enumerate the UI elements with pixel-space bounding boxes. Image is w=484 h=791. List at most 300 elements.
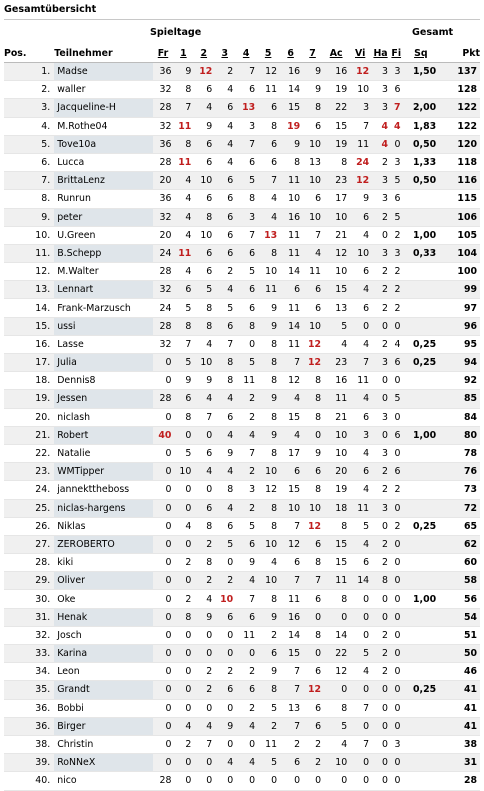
participant-name[interactable]: RoNNeX (54, 754, 152, 772)
participant-name[interactable]: Josch (54, 626, 152, 644)
score-cell: 7 (390, 99, 403, 117)
score-cell: 3 (235, 481, 257, 499)
sq-cell (403, 372, 440, 390)
position-cell: 27. (4, 535, 54, 553)
sq-cell (403, 772, 440, 790)
participant-name[interactable]: kiki (54, 554, 152, 572)
score-cell: 6 (214, 208, 235, 226)
score-cell: 8 (257, 372, 279, 390)
table-row (4, 263, 480, 281)
score-cell: 4 (349, 535, 371, 553)
score-cell: 11 (279, 244, 302, 262)
score-cell: 6 (235, 153, 257, 171)
score-cell: 12 (302, 517, 323, 535)
score-cell: 0 (390, 663, 403, 681)
table-row (4, 663, 480, 681)
score-cell: 8 (257, 517, 279, 535)
score-cell: 5 (257, 754, 279, 772)
participant-name[interactable]: Runrun (54, 190, 152, 208)
score-cell: 6 (390, 81, 403, 99)
score-cell: 7 (349, 735, 371, 753)
participant-name[interactable]: WMTipper (54, 463, 152, 481)
score-cell: 0 (153, 444, 174, 462)
sq-cell (403, 754, 440, 772)
score-cell: 6 (302, 190, 323, 208)
score-cell: 2 (371, 299, 390, 317)
score-cell: 3 (349, 99, 371, 117)
score-cell: 8 (257, 408, 279, 426)
score-cell: 8 (173, 408, 193, 426)
score-cell: 6 (390, 354, 403, 372)
score-cell: 7 (173, 99, 193, 117)
participant-name[interactable]: Christin (54, 735, 152, 753)
total-points-cell: 41 (439, 681, 480, 699)
score-cell: 5 (349, 517, 371, 535)
score-cell: 4 (349, 335, 371, 353)
total-points-cell: 62 (439, 535, 480, 553)
score-cell: 0 (173, 572, 193, 590)
score-cell: 3 (371, 99, 390, 117)
score-cell: 0 (371, 699, 390, 717)
score-cell: 7 (235, 226, 257, 244)
column-header-2[interactable]: 2 (193, 44, 214, 63)
score-cell: 4 (193, 335, 214, 353)
participant-name[interactable]: Leon (54, 663, 152, 681)
score-cell: 19 (323, 481, 349, 499)
column-header-sq[interactable]: Sq (403, 44, 440, 63)
total-points-cell: 122 (439, 99, 480, 117)
total-points-cell: 51 (439, 626, 480, 644)
participant-name[interactable]: M.Walter (54, 263, 152, 281)
score-cell: 3 (390, 244, 403, 262)
score-cell: 10 (173, 463, 193, 481)
score-cell: 0 (390, 590, 403, 608)
score-cell: 4 (214, 463, 235, 481)
sq-cell (403, 263, 440, 281)
score-cell: 6 (302, 281, 323, 299)
score-cell: 0 (153, 717, 174, 735)
position-cell: 25. (4, 499, 54, 517)
score-cell: 0 (390, 135, 403, 153)
table-row (4, 626, 480, 644)
score-cell: 7 (279, 663, 302, 681)
table-row (4, 735, 480, 753)
score-cell: 10 (323, 208, 349, 226)
score-cell: 2 (235, 408, 257, 426)
score-cell: 6 (302, 463, 323, 481)
score-cell: 36 (153, 190, 174, 208)
table-row (4, 99, 480, 117)
score-cell: 3 (371, 408, 390, 426)
participant-name[interactable]: Karina (54, 645, 152, 663)
participant-name[interactable]: Lasse (54, 335, 152, 353)
sq-cell (403, 299, 440, 317)
score-cell: 6 (235, 244, 257, 262)
column-header-teilnehmer: Teilnehmer (54, 44, 152, 63)
participant-name[interactable]: Oliver (54, 572, 152, 590)
score-cell: 10 (193, 226, 214, 244)
score-cell: 6 (279, 554, 302, 572)
score-cell: 2 (371, 663, 390, 681)
position-cell: 12. (4, 263, 54, 281)
sq-cell (403, 663, 440, 681)
score-cell: 4 (193, 99, 214, 117)
score-cell: 0 (153, 481, 174, 499)
page-title: Gesamtübersicht (4, 4, 97, 15)
position-cell: 13. (4, 281, 54, 299)
score-cell: 28 (153, 390, 174, 408)
position-cell: 36. (4, 717, 54, 735)
score-cell: 0 (371, 317, 390, 335)
participant-name[interactable]: Oke (54, 590, 152, 608)
sq-cell: 1,00 (403, 226, 440, 244)
score-cell: 0 (173, 426, 193, 444)
score-cell: 2 (390, 226, 403, 244)
score-cell: 7 (235, 63, 257, 81)
score-cell: 8 (257, 335, 279, 353)
score-cell: 4 (214, 426, 235, 444)
score-cell: 6 (302, 535, 323, 553)
position-cell: 2. (4, 81, 54, 99)
position-cell: 30. (4, 590, 54, 608)
score-cell: 0 (173, 481, 193, 499)
sq-cell: 0,25 (403, 335, 440, 353)
participant-name[interactable]: jannekttheboss (54, 481, 152, 499)
score-cell: 11 (279, 172, 302, 190)
score-cell: 12 (302, 335, 323, 353)
participant-name[interactable]: Frank-Marzusch (54, 299, 152, 317)
score-cell: 8 (235, 190, 257, 208)
participant-name[interactable]: Tove10a (54, 135, 152, 153)
table-row (4, 135, 480, 153)
score-cell: 0 (349, 590, 371, 608)
participant-name[interactable]: Birger (54, 717, 152, 735)
score-cell: 9 (257, 426, 279, 444)
score-cell: 21 (323, 408, 349, 426)
score-cell: 6 (279, 754, 302, 772)
score-cell: 0 (390, 772, 403, 790)
score-cell: 2 (390, 517, 403, 535)
total-points-cell: 28 (439, 772, 480, 790)
total-points-cell: 73 (439, 481, 480, 499)
score-cell: 0 (153, 554, 174, 572)
position-cell: 40. (4, 772, 54, 790)
position-cell: 26. (4, 517, 54, 535)
participant-name[interactable]: Lucca (54, 153, 152, 171)
score-cell: 2 (371, 463, 390, 481)
score-cell: 0 (371, 372, 390, 390)
score-cell: 0 (390, 317, 403, 335)
sq-cell (403, 535, 440, 553)
participant-name[interactable]: Niklas (54, 517, 152, 535)
score-cell: 2 (371, 335, 390, 353)
score-cell: 6 (257, 645, 279, 663)
score-cell: 8 (193, 299, 214, 317)
participant-name[interactable]: U.Green (54, 226, 152, 244)
sq-cell (403, 317, 440, 335)
participant-name[interactable]: Natalie (54, 444, 152, 462)
score-cell: 0 (371, 772, 390, 790)
score-cell: 4 (173, 208, 193, 226)
participant-name[interactable]: Dennis8 (54, 372, 152, 390)
total-points-cell: 120 (439, 135, 480, 153)
score-cell: 6 (279, 463, 302, 481)
participant-name[interactable]: Robert (54, 426, 152, 444)
standings-table (4, 44, 480, 791)
column-header-vi[interactable]: Vi (349, 44, 371, 63)
score-cell: 7 (302, 572, 323, 590)
score-cell: 0 (302, 645, 323, 663)
total-points-cell: 94 (439, 354, 480, 372)
position-cell: 17. (4, 354, 54, 372)
score-cell: 15 (279, 408, 302, 426)
participant-name[interactable]: Grandt (54, 681, 152, 699)
score-cell: 8 (302, 372, 323, 390)
score-cell: 2 (390, 281, 403, 299)
column-header-5[interactable]: 5 (257, 44, 279, 63)
table-row (4, 572, 480, 590)
score-cell: 6 (193, 499, 214, 517)
sq-cell: 1,00 (403, 426, 440, 444)
participant-name[interactable]: nico (54, 772, 152, 790)
score-cell: 8 (214, 481, 235, 499)
participant-name[interactable]: ussi (54, 317, 152, 335)
table-row (4, 244, 480, 262)
participant-name[interactable]: Henak (54, 608, 152, 626)
participant-name[interactable]: Madse (54, 63, 152, 81)
score-cell: 0 (193, 754, 214, 772)
score-cell: 11 (279, 299, 302, 317)
score-cell: 3 (371, 499, 390, 517)
column-header-7[interactable]: 7 (302, 44, 323, 63)
score-cell: 3 (371, 81, 390, 99)
score-cell: 0 (390, 535, 403, 553)
score-cell: 6 (349, 263, 371, 281)
column-header-3[interactable]: 3 (214, 44, 235, 63)
score-cell: 0 (235, 335, 257, 353)
table-row (4, 299, 480, 317)
score-cell: 6 (257, 153, 279, 171)
score-cell: 16 (323, 63, 349, 81)
score-cell: 0 (153, 590, 174, 608)
score-cell: 36 (153, 63, 174, 81)
score-cell: 6 (302, 699, 323, 717)
participant-name[interactable]: ZEROBERTO (54, 535, 152, 553)
participant-name[interactable]: niclash (54, 408, 152, 426)
score-cell: 0 (153, 754, 174, 772)
total-points-cell: 104 (439, 244, 480, 262)
score-cell: 8 (257, 499, 279, 517)
score-cell: 12 (279, 535, 302, 553)
score-cell: 2 (390, 263, 403, 281)
score-cell: 0 (173, 772, 193, 790)
score-cell: 20 (153, 172, 174, 190)
sq-cell: 1,33 (403, 153, 440, 171)
score-cell: 2 (371, 263, 390, 281)
score-cell: 12 (257, 481, 279, 499)
total-points-cell: 95 (439, 335, 480, 353)
table-row (4, 208, 480, 226)
score-cell: 11 (349, 499, 371, 517)
column-header-pkt: Pkt (439, 44, 480, 63)
score-cell: 11 (349, 135, 371, 153)
column-header-fr[interactable]: Fr (153, 44, 174, 63)
score-cell: 4 (173, 190, 193, 208)
total-points-cell: 137 (439, 63, 480, 81)
participant-name[interactable]: niclas-hargens (54, 499, 152, 517)
participant-name[interactable]: Jacqueline-H (54, 99, 152, 117)
total-points-cell: 80 (439, 426, 480, 444)
sq-cell (403, 554, 440, 572)
score-cell: 16 (279, 208, 302, 226)
total-points-cell: 97 (439, 299, 480, 317)
score-cell: 2 (390, 481, 403, 499)
total-points-cell: 122 (439, 117, 480, 135)
score-cell: 10 (349, 244, 371, 262)
column-header-fi[interactable]: Fi (390, 44, 403, 63)
score-cell: 0 (390, 699, 403, 717)
score-cell: 10 (302, 172, 323, 190)
score-cell: 3 (371, 63, 390, 81)
score-cell: 4 (349, 444, 371, 462)
score-cell: 5 (390, 390, 403, 408)
score-cell: 2 (214, 663, 235, 681)
score-cell: 6 (214, 172, 235, 190)
participant-name[interactable]: B.Schepp (54, 244, 152, 262)
participant-name[interactable]: BrittaLenz (54, 172, 152, 190)
gesamt-group-header: Gesamt (412, 27, 454, 38)
score-cell: 15 (323, 281, 349, 299)
total-points-cell: 128 (439, 81, 480, 99)
score-cell: 10 (279, 499, 302, 517)
score-cell: 0 (302, 608, 323, 626)
total-points-cell: 78 (439, 444, 480, 462)
score-cell: 7 (235, 590, 257, 608)
participant-name[interactable]: peter (54, 208, 152, 226)
total-points-cell: 58 (439, 572, 480, 590)
score-cell: 11 (235, 372, 257, 390)
total-points-cell: 84 (439, 408, 480, 426)
score-cell: 6 (257, 135, 279, 153)
score-cell: 7 (214, 335, 235, 353)
participant-name[interactable]: Bobbi (54, 699, 152, 717)
score-cell: 0 (390, 572, 403, 590)
score-cell: 0 (153, 626, 174, 644)
score-cell: 4 (214, 499, 235, 517)
column-header-ha[interactable]: Ha (371, 44, 390, 63)
table-row (4, 172, 480, 190)
score-cell: 23 (323, 354, 349, 372)
table-row (4, 117, 480, 135)
score-cell: 2 (371, 208, 390, 226)
score-cell: 0 (173, 645, 193, 663)
score-cell: 2 (371, 645, 390, 663)
score-cell: 13 (279, 699, 302, 717)
score-cell: 4 (193, 717, 214, 735)
column-header-ac[interactable]: Ac (323, 44, 349, 63)
sq-cell (403, 735, 440, 753)
participant-name[interactable]: M.Rothe04 (54, 117, 152, 135)
score-cell: 8 (323, 590, 349, 608)
sq-cell (403, 208, 440, 226)
score-cell: 0 (214, 699, 235, 717)
score-cell: 2 (302, 735, 323, 753)
score-cell: 0 (214, 772, 235, 790)
score-cell: 9 (257, 608, 279, 626)
participant-name[interactable]: waller (54, 81, 152, 99)
score-cell: 0 (193, 426, 214, 444)
total-points-cell: 72 (439, 499, 480, 517)
score-cell: 10 (279, 190, 302, 208)
score-cell: 6 (214, 608, 235, 626)
total-points-cell: 54 (439, 608, 480, 626)
score-cell: 0 (193, 626, 214, 644)
column-header-6[interactable]: 6 (279, 44, 302, 63)
position-cell: 11. (4, 244, 54, 262)
spieltage-group-header: Spieltage (150, 27, 202, 38)
score-cell: 11 (257, 81, 279, 99)
score-cell: 9 (257, 299, 279, 317)
score-cell: 5 (173, 444, 193, 462)
score-cell: 6 (173, 390, 193, 408)
total-points-cell: 41 (439, 717, 480, 735)
score-cell: 16 (323, 372, 349, 390)
column-header-1[interactable]: 1 (173, 44, 193, 63)
position-cell: 3. (4, 99, 54, 117)
score-cell: 0 (173, 754, 193, 772)
score-cell: 5 (323, 717, 349, 735)
score-cell: 5 (390, 208, 403, 226)
score-cell: 6 (214, 317, 235, 335)
table-row (4, 444, 480, 462)
score-cell: 8 (302, 390, 323, 408)
score-cell: 17 (323, 190, 349, 208)
score-cell: 4 (193, 463, 214, 481)
score-cell: 11 (279, 335, 302, 353)
table-row (4, 408, 480, 426)
score-cell: 8 (257, 244, 279, 262)
sq-cell: 1,83 (403, 117, 440, 135)
table-row (4, 153, 480, 171)
sq-cell (403, 572, 440, 590)
score-cell: 6 (193, 153, 214, 171)
total-points-cell: 92 (439, 372, 480, 390)
position-cell: 35. (4, 681, 54, 699)
position-cell: 6. (4, 153, 54, 171)
participant-name[interactable]: Lennart (54, 281, 152, 299)
score-cell: 2 (235, 390, 257, 408)
score-cell: 4 (390, 117, 403, 135)
score-cell: 3 (371, 354, 390, 372)
position-cell: 5. (4, 135, 54, 153)
participant-name[interactable]: Julia (54, 354, 152, 372)
score-cell: 28 (153, 772, 174, 790)
score-cell: 0 (323, 608, 349, 626)
score-cell: 9 (257, 663, 279, 681)
score-cell: 8 (302, 99, 323, 117)
column-header-4[interactable]: 4 (235, 44, 257, 63)
position-cell: 28. (4, 554, 54, 572)
score-cell: 32 (153, 117, 174, 135)
table-row (4, 281, 480, 299)
table-row (4, 63, 480, 81)
score-cell: 0 (371, 608, 390, 626)
participant-name[interactable]: Jessen (54, 390, 152, 408)
score-cell: 4 (302, 244, 323, 262)
score-cell: 2 (173, 590, 193, 608)
table-row (4, 554, 480, 572)
score-cell: 0 (173, 681, 193, 699)
